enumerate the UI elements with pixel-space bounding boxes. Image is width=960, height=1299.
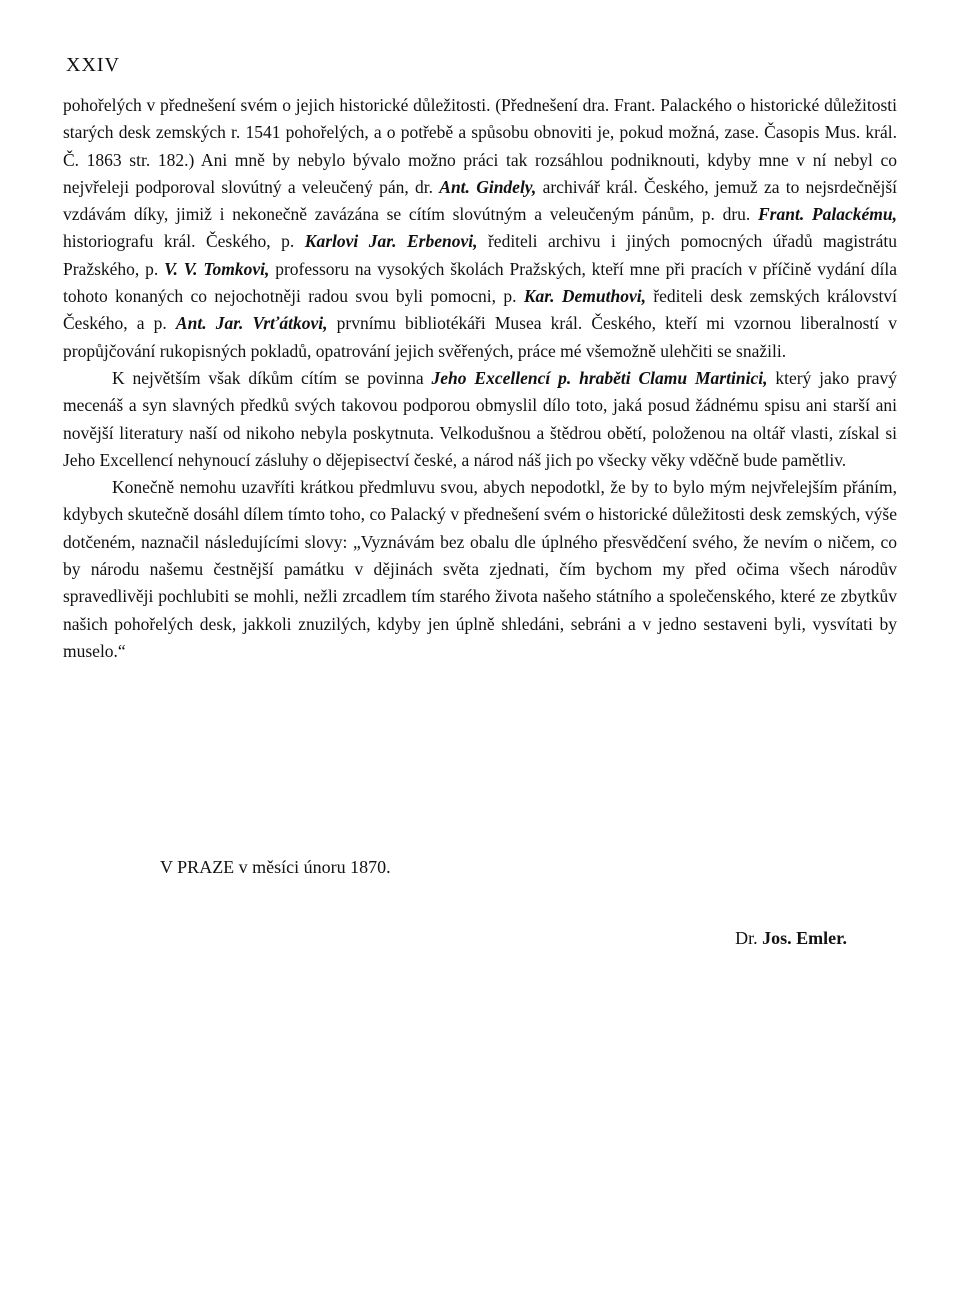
- dateline: V PRAZE v měsíci únoru 1870.: [160, 857, 391, 877]
- text-run: prvnímu bibliotékáři Musea král. Českého, kteří mi vzornou liberalností v propůjčování rukopisných pokladů, opatrování jejich svěřených, práce mé všemožně ulehčiti se snažili.: [63, 313, 897, 361]
- page-number: XXIV: [66, 54, 120, 76]
- paragraph-3: [63, 474, 897, 665]
- emphasized-name: Frant. Palackému,: [758, 204, 897, 225]
- paragraph-2: [63, 365, 897, 474]
- signature: [735, 928, 847, 949]
- text-run: professoru na vysokých školách Pražských, kteří mne při pracích v příčině vydání díla tohoto konaných co nejochotněji radou svou byli pomocni, p.: [63, 258, 897, 307]
- emphasized-name: Kar. Demuthovi,: [523, 286, 646, 307]
- text-run: Konečně nemohu uzavříti krátkou předmluvu svou, abych nepodotkl, že by to bylo mým nejvřelejším přáním, kdybych skutečně dosáhl dílem tímto toho, co Palacký v přednešení svém o historické důležitosti desk zemských, výše dotčeném, naznačil následujícími slovy: „Vyznávám bez obalu dle úplného přesvědčení svého, že nevím o ničem, co by národu našemu čestnější památku v dějinách světa zjednati, čím bychom my před očima všech národův spravedlivěji pochlubiti se mohli, nežli zrcadlem tím starého života našeho státního a společenského, které ze zbytkův našich pohořelých desk, jakkoli znuzilých, kdyby jen úplně shledáni, sebráni a v jedno sestaveni byli, vysvítati by muselo.“: [63, 477, 897, 661]
- text-run: řediteli desk zemských království Českého, a p.: [63, 286, 897, 334]
- signature-title: Dr.: [735, 928, 758, 948]
- text-run: pohořelých v přednešení svém o jejich historické důležitosti. (Přednešení dra. Frant. Palackého o historické důležitosti starých desk zemských r. 1541 pohořelých, a o potřebě a spůsobu obnoviti je, pokud možná, zase. Časopis Mus. král. Č. 1863 str. 182.) Ani mně by nebylo bývalo možno práci tak rozsáhlou podniknouti, kdyby mne v ní nebyl co nejvřeleji podporoval slovútný a veleučený pán, dr.: [63, 95, 897, 197]
- paragraph-1: [63, 92, 897, 365]
- emphasized-name: Jeho Excellencí p. hraběti Clamu Martinici,: [431, 367, 768, 388]
- text-run: K největším však díkům cítím se povinna: [112, 367, 432, 388]
- emphasized-name: Ant. Jar. Vrťátkovi,: [175, 313, 328, 334]
- emphasized-name: Karlovi Jar. Erbenovi,: [304, 231, 478, 252]
- text-run: který jako pravý mecenáš a syn slavných předků svých takovou podporou obmyslil dílo toto, jaká posud žádnému spisu ani starší ani novější literatury naší od nikoho nebyla poskytnuta. Velkodušnou a štědrou obětí, položenou na oltář vlasti, získal si Jeho Excellencí nehynoucí zásluhy o dějepisectví české, a národ náš jich po všecky věky vděčně bude pamětliv.: [63, 367, 898, 470]
- text-run: archivář král. Českého, jemuž za to nejsrdečnější vzdávám díky, jimiž i nekonečně zavázána se cítím slovútným a veleučeným pánům, p. dru.: [63, 176, 897, 225]
- body-text: [63, 92, 897, 665]
- text-run: historiografu král. Českého, p.: [63, 231, 305, 252]
- text-run: řediteli archivu i jiných pomocných úřadů magistrátu Pražského, p.: [63, 231, 897, 279]
- emphasized-name: Ant. Gindely,: [439, 176, 537, 197]
- emphasized-name: V. V. Tomkovi,: [164, 258, 270, 279]
- signature-name: Jos. Emler.: [762, 928, 847, 948]
